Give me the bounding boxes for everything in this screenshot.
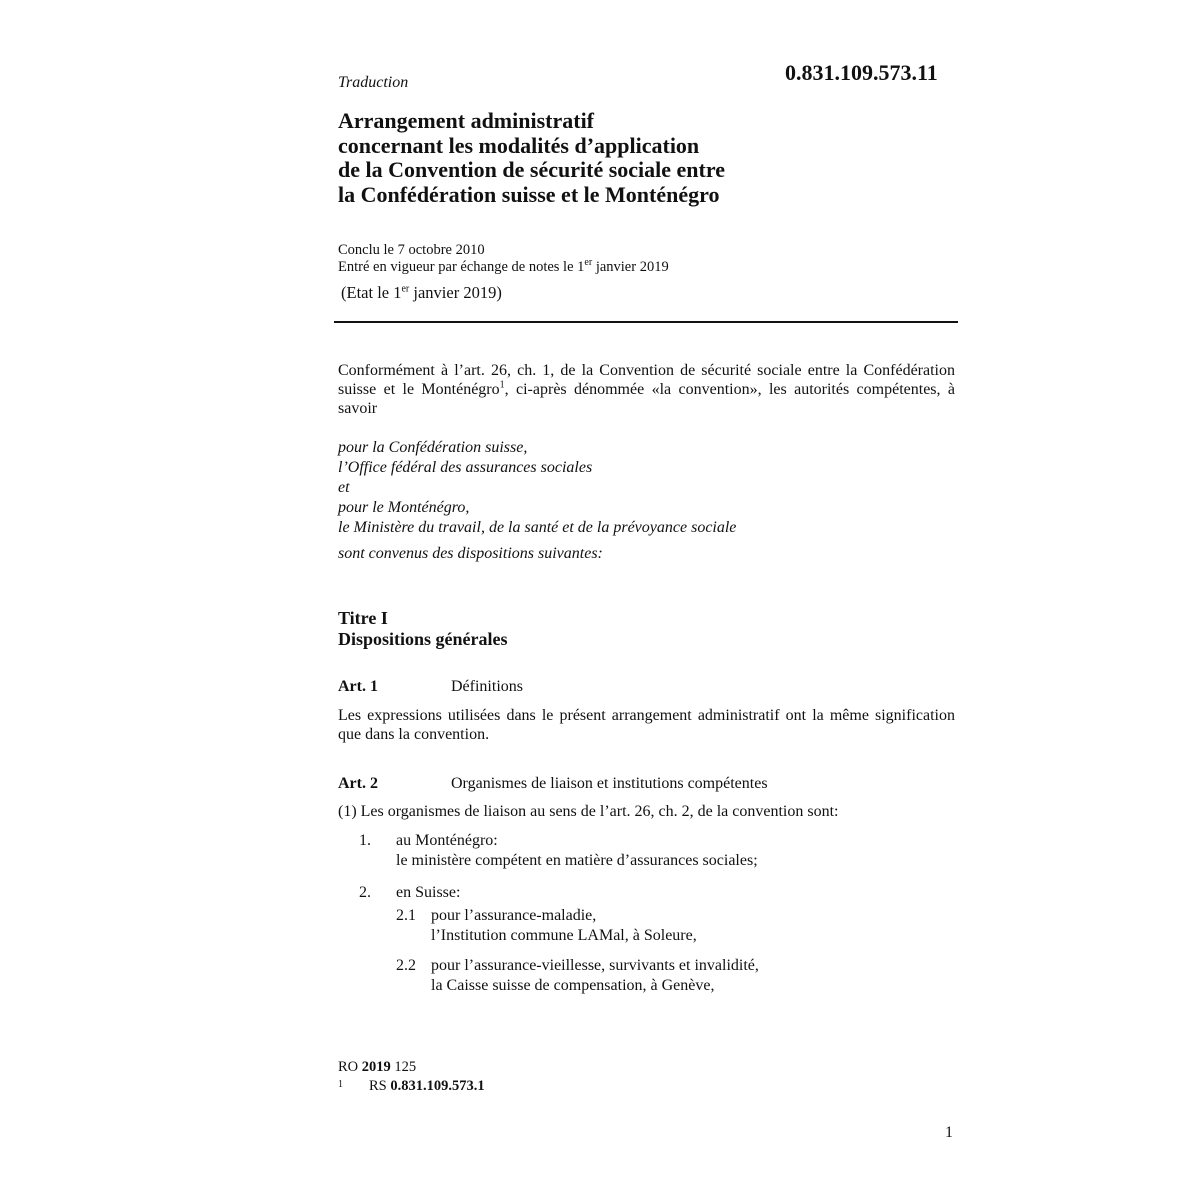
sr-number: 0.831.109.573.11 <box>785 60 938 85</box>
title-line: concernant les modalités d’application <box>338 132 700 158</box>
dates-block <box>338 242 669 276</box>
title-line: de la Convention de sécurité sociale entre <box>338 157 725 182</box>
section-heading <box>338 608 508 650</box>
list-item: en Suisse: <box>396 884 461 901</box>
sublist-item-number: 2.1 <box>396 907 416 924</box>
concluded-date: Conclu le 7 octobre 2010 <box>338 242 485 258</box>
art1-title: Définitions <box>451 678 523 695</box>
document-title <box>338 109 978 207</box>
art1-number: Art. 1 <box>338 678 378 695</box>
titre-name: Dispositions générales <box>338 629 508 649</box>
title-line: la Confédération suisse et le Monténégro <box>338 181 720 207</box>
party-line: le Ministère du travail, de la santé et de la prévoyance sociale <box>338 519 737 536</box>
entry-into-force: Entré en vigueur par échange de notes le 1er janvier 2019 <box>338 257 669 275</box>
titre-number: Titre I <box>338 608 388 628</box>
list-item-number: 2. <box>359 884 371 901</box>
party-line: et <box>338 479 350 496</box>
list-item-number: 1. <box>359 832 371 849</box>
party-line: pour la Confédération suisse, <box>338 439 528 456</box>
ro-reference: RO 2019 125 <box>338 1059 417 1075</box>
footnotes <box>338 1058 485 1096</box>
art1-text: Les expressions utilisées dans le présent arrangement administratif ont la même signification que dans la convention. <box>338 707 955 743</box>
sublist-item: pour l’assurance-maladie, l’Institution commune LAMal, à Soleure, <box>431 907 697 944</box>
party-line: pour le Monténégro, <box>338 499 470 516</box>
translation-label: Traduction <box>338 74 409 91</box>
footnote-ref[interactable]: 1 <box>499 379 505 391</box>
art2-title: Organismes de liaison et institutions compétentes <box>451 775 768 792</box>
title-line: Arrangement administratif <box>338 108 595 133</box>
page-number: 1 <box>945 1124 953 1141</box>
sublist-item-number: 2.2 <box>396 957 416 974</box>
header-divider <box>334 321 958 323</box>
parties-block <box>338 438 736 538</box>
footnote-1: $^1$ RS 0.831.109.573.1 <box>338 1078 485 1094</box>
status-date: (Etat le 1er janvier 2019) <box>341 283 502 302</box>
art2-number: Art. 2 <box>338 775 378 792</box>
agreed-clause: sont convenus des dispositions suivantes: <box>338 545 603 562</box>
sublist-item: pour l’assurance-vieillesse, survivants et invalidité, la Caisse suisse de compensation, à Genève, <box>431 957 759 994</box>
preamble: Conformément à l’art. 26, ch. 1, de la Convention de sécurité sociale entre la Confédération suisse et le Monténégro$^1$, ci-après dénommée «la convention», les autorités compétentes, à savoir <box>338 362 956 417</box>
art2-para1: (1) Les organismes de liaison au sens de l’art. 26, ch. 2, de la convention sont: <box>338 803 839 820</box>
party-line: l’Office fédéral des assurances sociales <box>338 459 593 476</box>
list-item: au Monténégro: le ministère compétent en matière d’assurances sociales; <box>396 832 758 869</box>
